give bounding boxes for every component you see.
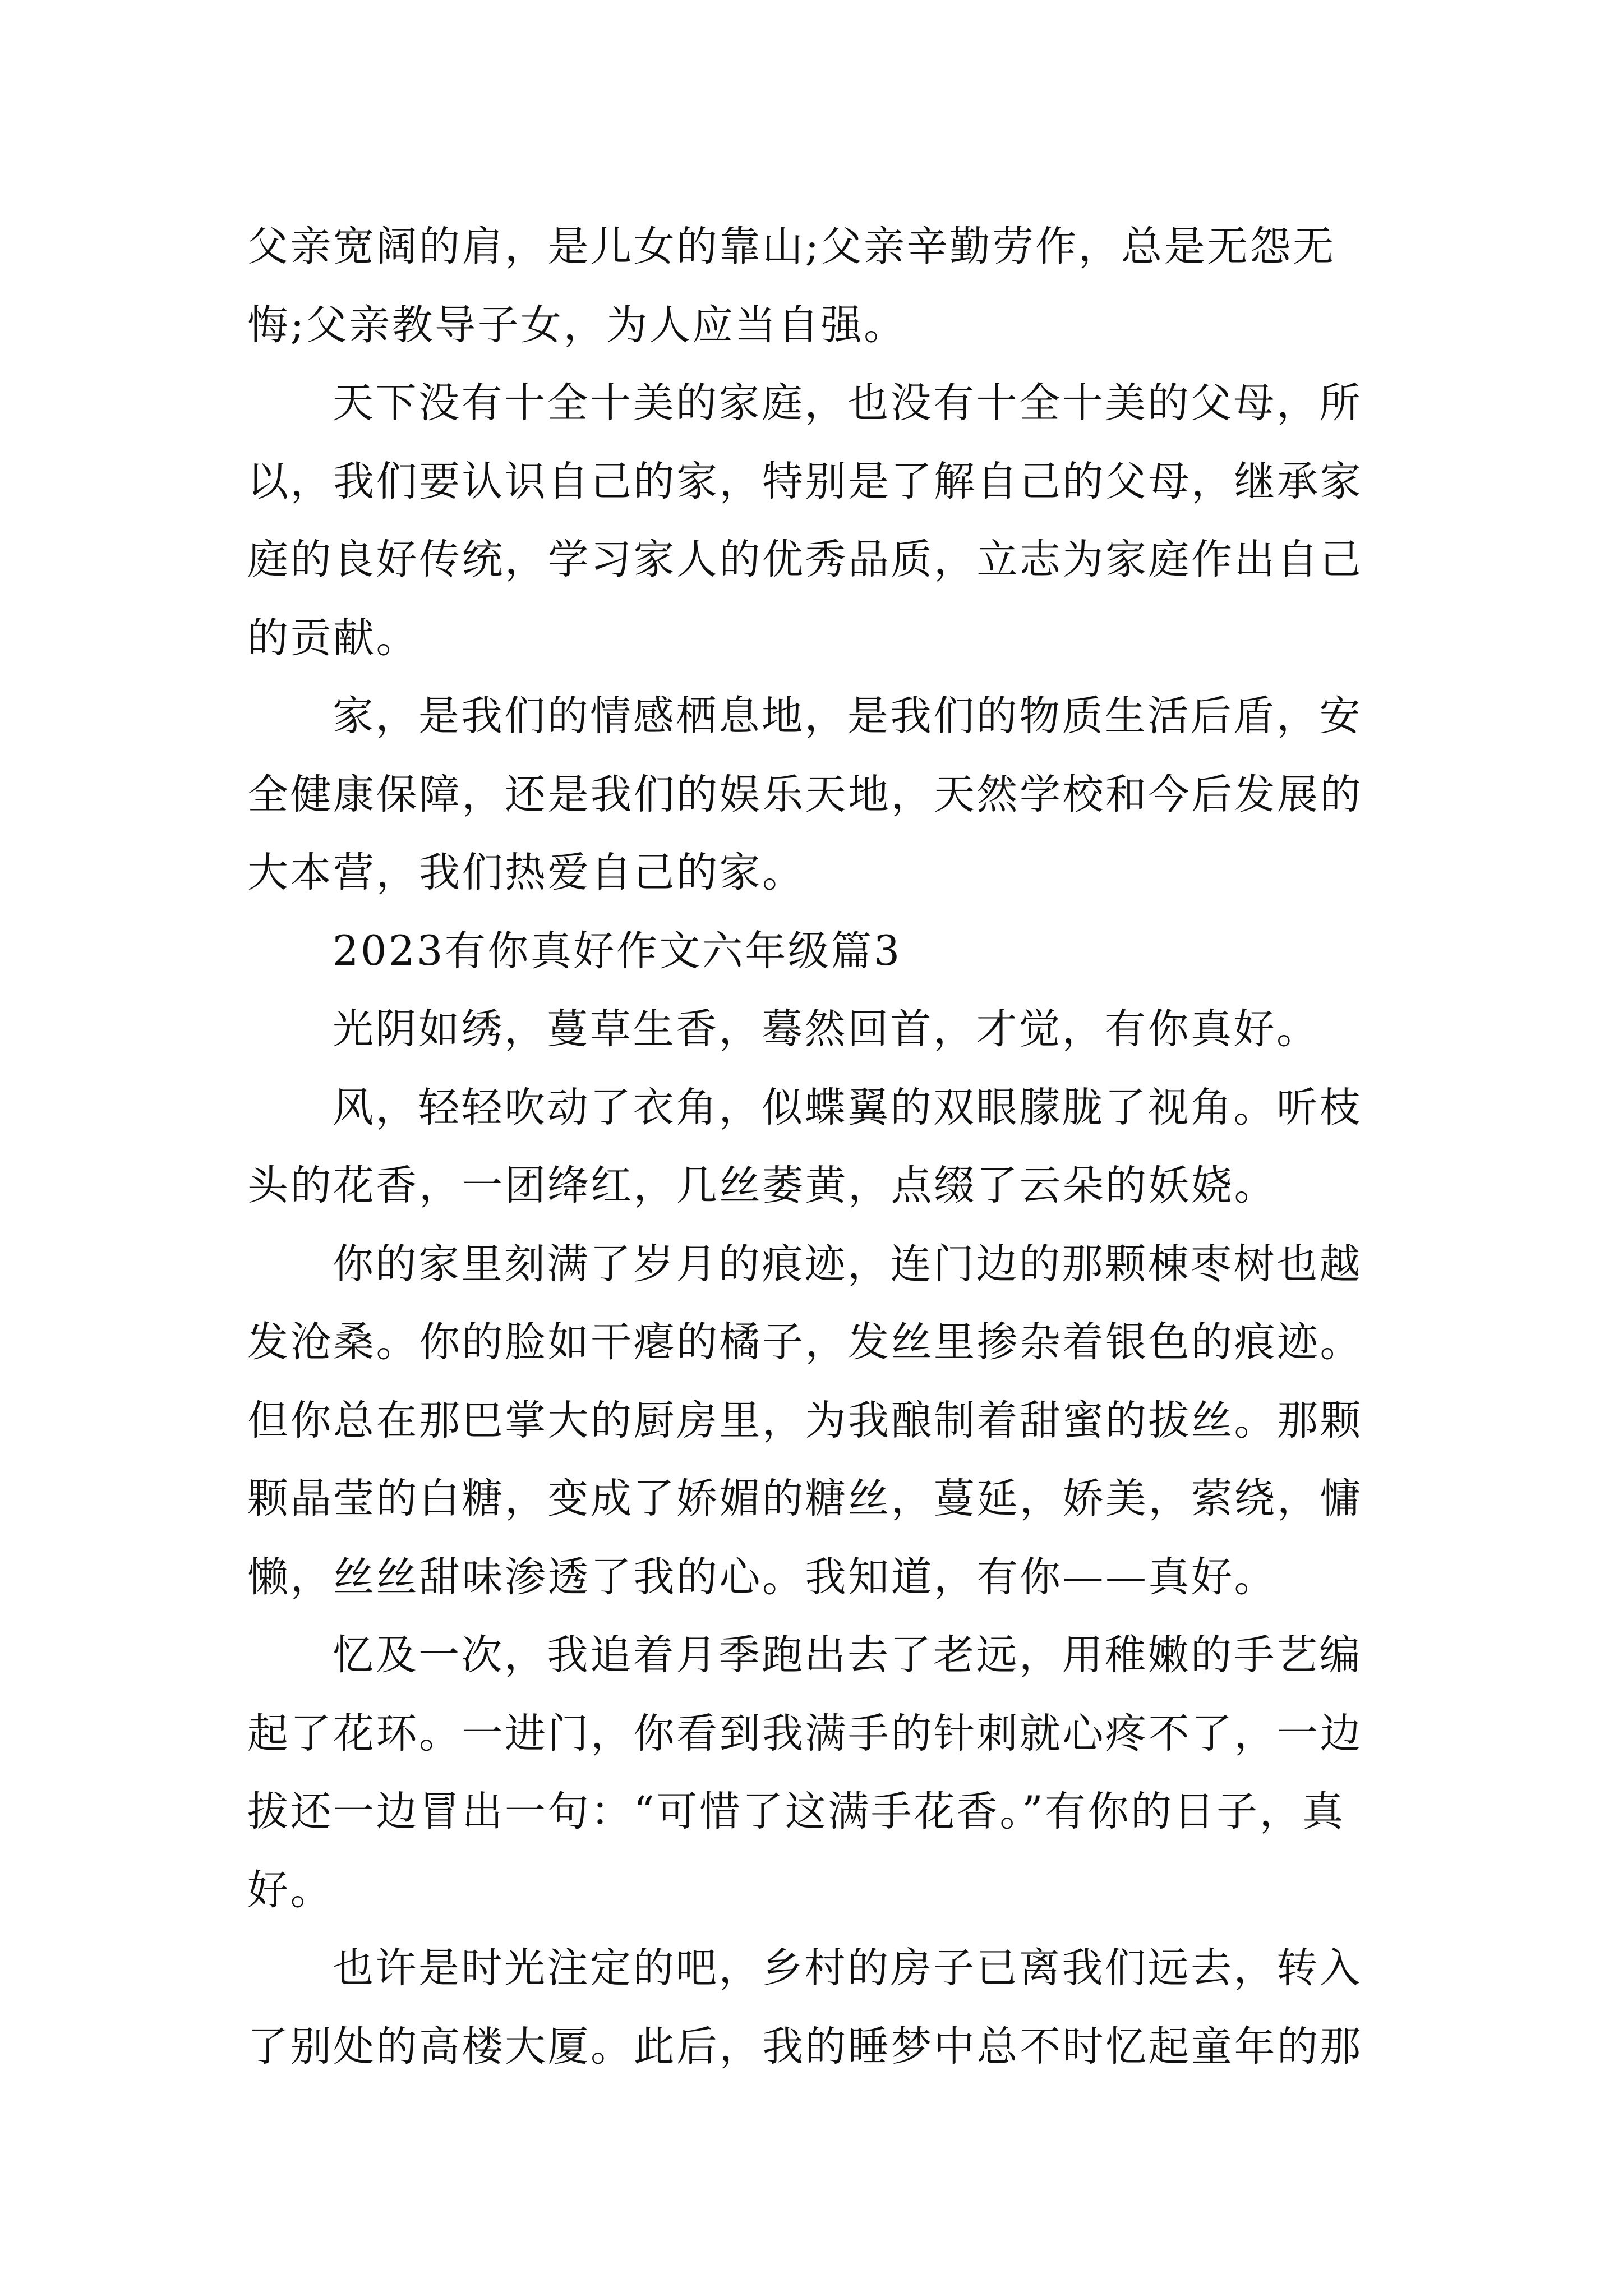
text-line: 家，是我们的情感栖息地，是我们的物质生活后盾，安 xyxy=(333,692,1362,740)
text-line: 以，我们要认识自己的家，特别是了解自己的父母，继承家 xyxy=(247,457,1363,505)
text-line: 庭的良好传统，学习家人的优秀品质，立志为家庭作出自己 xyxy=(247,536,1363,583)
text-line: 懒，丝丝甜味渗透了我的心。我知道，有你——真好。 xyxy=(247,1553,1277,1601)
section-heading: 2023有你真好作文六年级篇3 xyxy=(333,927,902,975)
text-line: 发沧桑。你的脸如干瘪的橘子，发丝里掺杂着银色的痕迹。 xyxy=(247,1318,1363,1366)
text-line: 全健康保障，还是我们的娱乐天地，天然学校和今后发展的 xyxy=(247,770,1363,818)
text-line: 天下没有十全十美的家庭，也没有十全十美的父母，所 xyxy=(333,379,1362,427)
document-body xyxy=(247,208,1391,2086)
text-line: 悔;父亲教导子女，为人应当自强。 xyxy=(247,301,907,349)
text-line: 头的花香，一团绛红，几丝萎黄，点缀了云朵的妖娆。 xyxy=(247,1162,1277,1209)
text-line: 大本营，我们热爱自己的家。 xyxy=(247,849,805,896)
text-line: 好。 xyxy=(247,1866,333,1914)
text-line: 的贡献。 xyxy=(247,614,419,662)
text-line: 起了花环。一进门，你看到我满手的针刺就心疼不了，一边 xyxy=(247,1709,1363,1757)
text-line: 父亲宽阔的肩，是儿女的靠山;父亲辛勤劳作，总是无怨无 xyxy=(247,223,1336,270)
text-line: 忆及一次，我追着月季跑出去了老远，用稚嫩的手艺编 xyxy=(333,1631,1362,1679)
text-line: 也许是时光注定的吧，乡村的房子已离我们远去，转入 xyxy=(333,1944,1362,1992)
text-line: 你的家里刻满了岁月的痕迹，连门边的那颗棟枣树也越 xyxy=(333,1240,1362,1288)
text-line: 但你总在那巴掌大的厨房里，为我酿制着甜蜜的拔丝。那颗 xyxy=(247,1396,1363,1444)
text-line: 风，轻轻吹动了衣角，似蝶翼的双眼朦胧了视角。听枝 xyxy=(333,1083,1362,1131)
text-line: 光阴如绣，蔓草生香，蓦然回首，才觉，有你真好。 xyxy=(333,1005,1320,1053)
text-line: 颗晶莹的白糖，变成了娇媚的糖丝，蔓延，娇美，萦绕，慵 xyxy=(247,1475,1363,1522)
text-line: 了别处的高楼大厦。此后，我的睡梦中总不时忆起童年的那 xyxy=(247,2022,1363,2070)
text-line: 拔还一边冒出一句：“可惜了这满手花香。”有你的日子，真 xyxy=(247,1788,1345,1835)
